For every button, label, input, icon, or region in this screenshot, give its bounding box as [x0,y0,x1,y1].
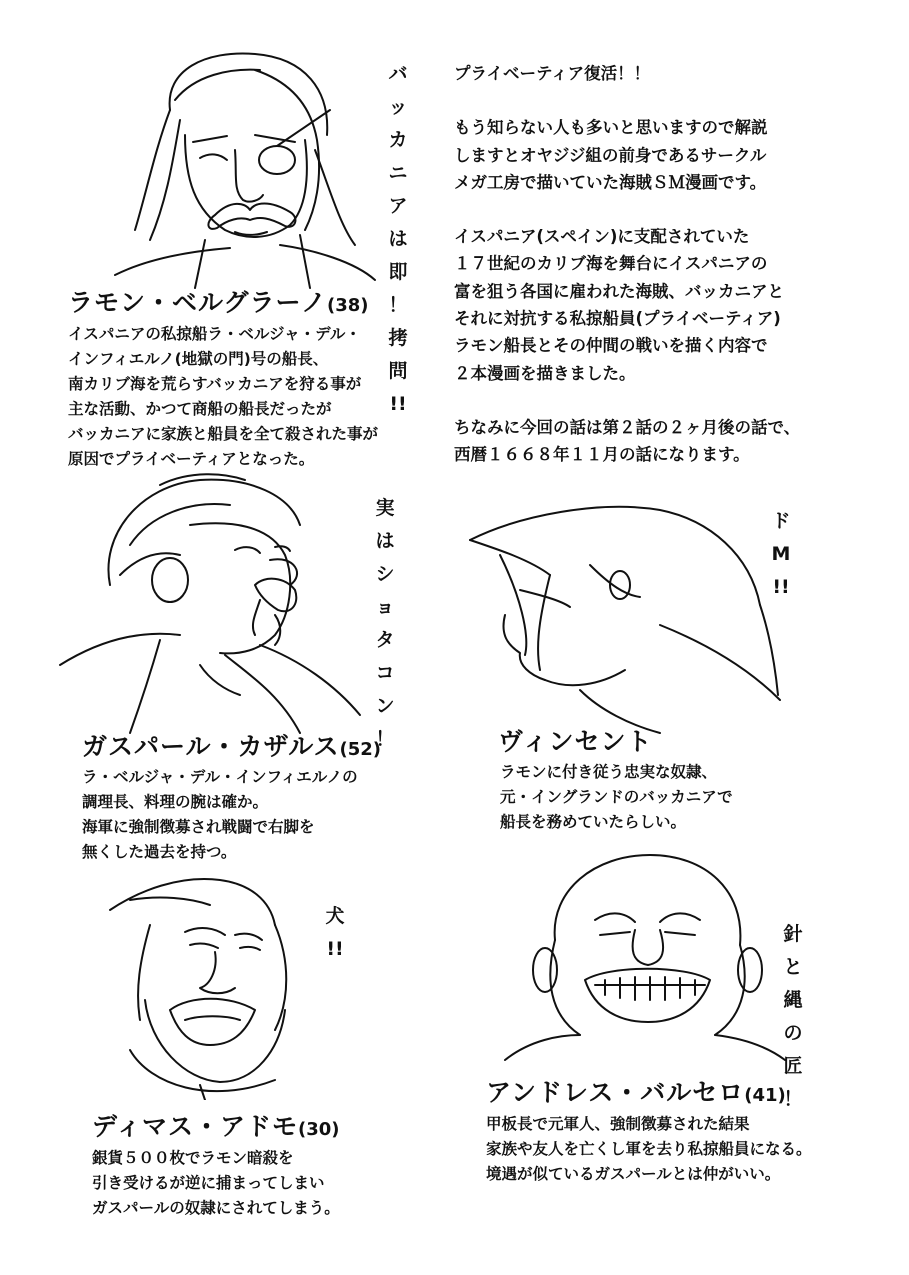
portrait-vincent [460,495,790,735]
intro-line: ラモン船長とその仲間の戦いを描く内容で [454,336,768,356]
character-name-ramon: ラモン・ベルグラーノ(38) [68,288,369,317]
intro-line: イスパニア(スペイン)に支配されていた [454,227,750,247]
character-desc-ramon: イスパニアの私掠船ラ・ベルジャ・デル・ インフィエルノ(地獄の門)号の船長、 南カリブ海を荒らすバッカニアを狩る事が 主な活動、かつて商船の船長だったが バッカニアに家族と船員を全て殺された事が 原因でプライベーティアとなった。 [68,325,379,468]
intro-line: もう知らない人も多いと思いますので解説 [454,118,768,138]
intro-line [454,87,800,114]
intro-line [454,387,800,414]
portrait-ramon [55,40,385,290]
intro-line [454,196,800,223]
character-name-gaspar: ガスパール・カザルス(52) [82,732,382,761]
character-desc-andres: 甲板長で元軍人、強制徴募された結果 家族や友人を亡くし軍を去り私掠船員になる。 境遇が似ているガスパールとは仲がいい。 [486,1115,812,1183]
character-name-andres: アンドレス・バルセロ(41) [486,1078,786,1107]
character-name-vincent: ヴィンセント [498,727,653,756]
character-desc-vincent: ラモンに付き従う忠実な奴隷、 元・イングランドのバッカニアで 船長を務めていたらしい。 [500,763,733,831]
intro-line: メガ工房で描いていた海賊ＳＭ漫画です。 [454,172,767,192]
intro-line: １７世紀のカリブ海を舞台にイスパニアの [454,254,768,274]
quip-vincent: ド M !! [771,510,791,598]
portrait-andres [500,850,790,1070]
intro-line: ちなみに今回の話は第２話の２ヶ月後の話で、 [454,417,801,437]
intro-line: プライベーティア復活！！ [454,64,651,83]
intro-line: それに対抗する私掠船員(プライベーティア) [454,309,781,329]
character-age: (38) [327,295,369,316]
intro-line: 西暦１６６８年１１月の話になります。 [454,445,750,465]
character-desc-dimas: 銀貨５００枚でラモン暗殺を 引き受けるが逆に捕まってしまい ガスパールの奴隷にされてしまう。 [92,1149,340,1217]
character-name-dimas: ディマス・アドモ(30) [92,1112,340,1141]
character-age: (41) [744,1085,786,1106]
portrait-gaspar [50,465,380,735]
intro-line: 富を狙う各国に雇われた海賊、バッカニアと [454,281,784,301]
character-age: (52) [339,739,382,760]
character-age: (30) [298,1119,340,1140]
intro-line: しますとオヤジジ組の前身であるサークル [454,145,767,165]
quip-dimas: 犬 !! [325,905,345,960]
intro-text [454,60,800,469]
portrait-dimas [90,870,320,1100]
character-desc-gaspar: ラ・ベルジャ・デル・インフィエルノの 調理長、料理の腕は確か。 海軍に強制徴募され戦闘で右脚を 無くした過去を持つ。 [82,768,358,861]
quip-andres: 針 と 縄 の 匠 ！ [783,923,803,1110]
intro-line: ２本漫画を描きました。 [454,363,636,383]
quip-gaspar: 実 は シ ョ タ コ ン ！ [375,497,395,750]
quip-ramon: バ ッ カ ニ ア は 即 ！ 拷 問 !! [388,63,408,415]
